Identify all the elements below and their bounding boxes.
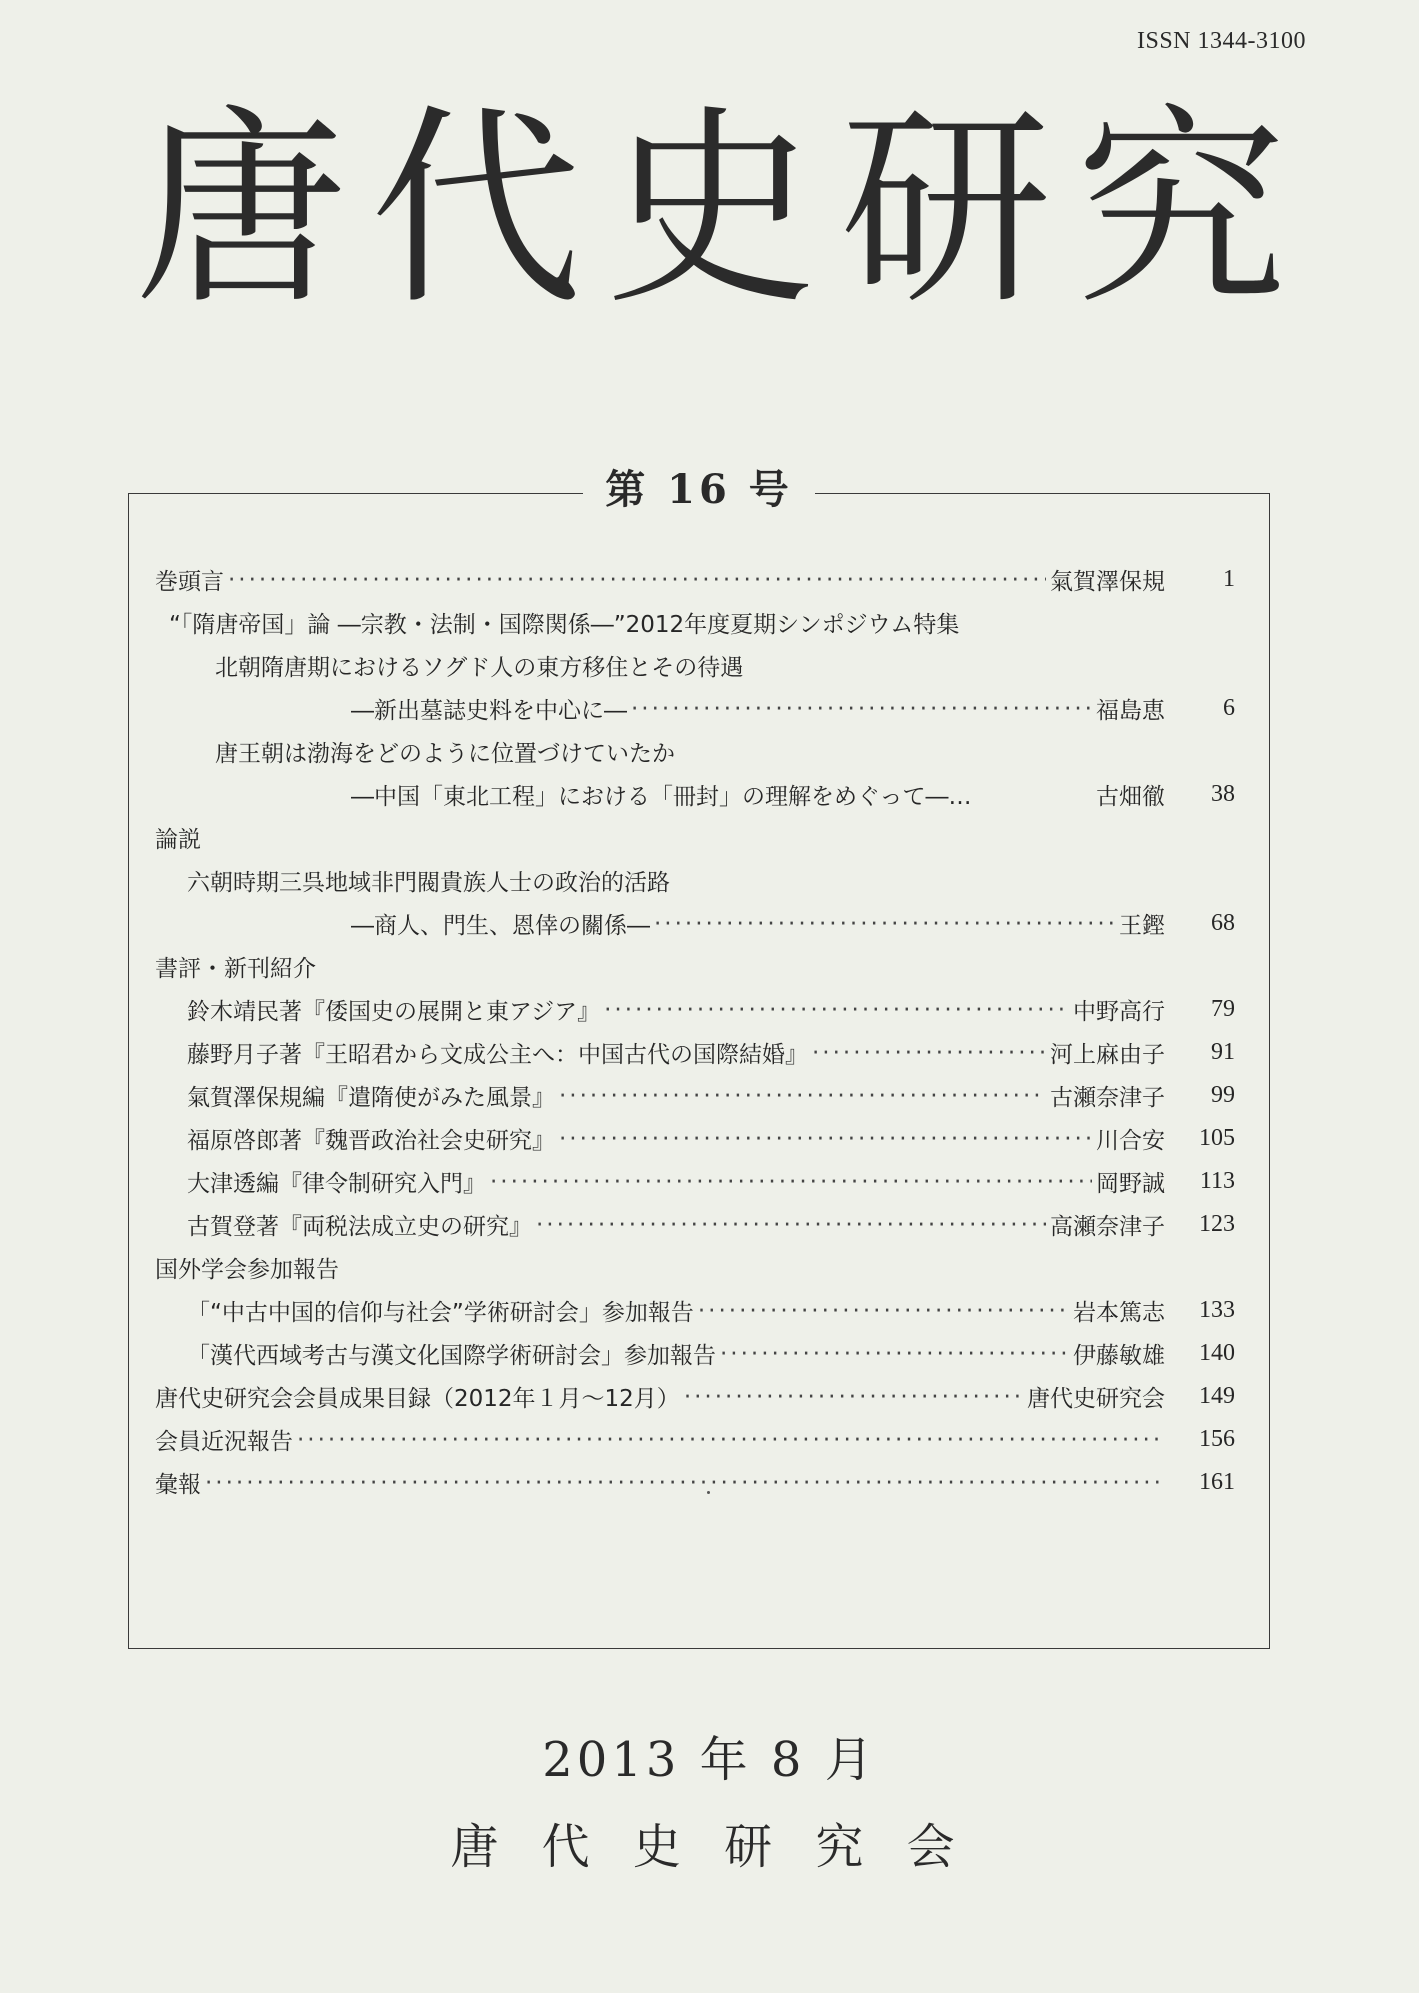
publication-date: 2013 年 8 月 [542,1732,877,1788]
toc-entry [155,730,1235,773]
toc-entry-title: 巻頭言 [155,569,224,595]
toc-entry-author: 岡野誠 [1096,1171,1165,1197]
toc-entry [155,601,1235,644]
toc-entry-page: 133 [1199,1297,1235,1323]
toc-leader-dots [559,1082,1046,1110]
toc-entry [155,988,1235,1031]
toc-entry-page: 105 [1199,1125,1235,1151]
toc-leader-dots [559,1125,1092,1153]
toc-leader-dots [631,695,1092,723]
toc-entry-title: 六朝時期三呉地域非門閥貴族人士の政治的活路 [187,870,670,896]
toc-entry-page: 68 [1211,910,1235,936]
toc-entry [155,1418,1235,1461]
toc-leader-dots [536,1211,1046,1239]
toc-entry [155,902,1235,945]
toc-entry-page: 113 [1199,1168,1235,1194]
toc-entry-title: 「漢代西域考古与漢文化国際学術研討会」参加報告 [187,1343,716,1369]
toc-entry-title: 福原啓郎著『魏晋政治社会史研究』 [187,1128,555,1154]
toc-entry [155,687,1235,730]
journal-title-char: 研 [840,86,1052,333]
toc-entry-page: 156 [1199,1426,1235,1452]
toc-entry-author: 古瀬奈津子 [1050,1085,1165,1111]
toc-entry-author: 高瀬奈津子 [1050,1214,1165,1240]
toc-entry-title: 彙報 [155,1472,201,1498]
toc-entry [155,644,1235,687]
toc-entry-author: 伊藤敏雄 [1073,1343,1165,1369]
journal-title-char: 究 [1075,86,1287,333]
issue-number: 第 16 号 [583,462,815,518]
toc-entry-title: 唐王朝は渤海をどのように位置づけていたか [215,741,675,767]
toc-entry [155,1203,1235,1246]
toc-entry-author: 王鏗 [1119,913,1165,939]
toc-entry-page: 91 [1211,1039,1235,1065]
toc-entry [155,1246,1235,1289]
toc-leader-dots [654,910,1115,938]
toc-entry-author: 福島恵 [1096,698,1165,724]
issue-label-wrap [129,462,1269,518]
toc-entry-page: 149 [1199,1383,1235,1409]
toc-entry [155,1332,1235,1375]
toc-entry [155,1031,1235,1074]
toc-entry-title: 唐代史研究会会員成果目録（2012年１月～12月） [155,1386,680,1412]
toc-entry-title: 氣賀澤保規編『遣隋使がみた風景』 [187,1085,555,1111]
toc-entry [155,816,1235,859]
journal-title-char: 代 [370,86,582,333]
toc-entry-page: 99 [1211,1082,1235,1108]
toc-entry-page: 161 [1199,1469,1235,1495]
toc-entry-author: 古畑徹 [1096,784,1165,810]
toc-leader-dots [490,1168,1092,1196]
toc-entry [155,1160,1235,1203]
toc-leader-dots [720,1340,1069,1368]
toc-entry [155,1117,1235,1160]
toc-entry-title: 北朝隋唐期におけるソグド人の東方移住とその待遇 [215,655,744,681]
toc-entry [155,1074,1235,1117]
journal-title [135,86,1287,333]
scan-speck [707,1491,710,1494]
toc-entry-author: 唐代史研究会 [1027,1386,1165,1412]
toc-entry-title: 藤野月子著『王昭君から文成公主へ：中国古代の国際結婚』 [187,1042,808,1068]
toc-leader-dots [205,1469,1161,1497]
table-of-contents-box [128,466,1270,1649]
toc-entry [155,773,1235,816]
toc-leader-dots [228,566,1046,594]
publisher-name: 唐 代 史 研 究 会 [450,1819,969,1875]
toc-entry-title: 大津透編『律令制研究入門』 [187,1171,486,1197]
toc-entry [155,1375,1235,1418]
journal-title-char: 唐 [135,86,347,333]
toc-entry-author: 中野高行 [1073,999,1165,1025]
toc-entry-title: “「隋唐帝国」論 ―宗教・法制・国際関係―”2012年度夏期シンポジウム特集 [169,612,960,638]
issn-number: ISSN 1344-3100 [1136,28,1306,54]
toc-entry-page: 1 [1223,566,1235,592]
toc-entry-author: 川合安 [1096,1128,1165,1154]
toc-entry [155,1461,1235,1504]
toc-entry-title: 鈴木靖民著『倭国史の展開と東アジア』 [187,999,601,1025]
toc-leader-dots [604,996,1069,1024]
journal-title-char: 史 [605,86,817,333]
toc-entry-title: 「“中古中国的信仰与社会”学術研討会」参加報告 [187,1300,694,1326]
toc-entry [155,859,1235,902]
toc-leader-dots [812,1039,1046,1067]
toc-entry-page: 123 [1199,1211,1235,1237]
toc-entry [155,558,1235,601]
toc-entry-title: 古賀登著『両税法成立史の研究』 [187,1214,532,1240]
toc-entry-title: 国外学会参加報告 [155,1257,339,1283]
toc-entry-author: 岩本篤志 [1073,1300,1165,1326]
toc-entry [155,945,1235,988]
table-of-contents [155,558,1235,1504]
toc-entry-title: 書評・新刊紹介 [155,956,316,982]
toc-entry-author: 河上麻由子 [1050,1042,1165,1068]
toc-entry-title: ―商人、門生、恩倖の關係― [351,913,650,939]
toc-entry-page: 79 [1211,996,1235,1022]
toc-entry-title: 会員近況報告 [155,1429,293,1455]
toc-entry-page: 6 [1223,695,1235,721]
toc-entry-title: ―新出墓誌史料を中心に― [351,698,627,724]
toc-entry [155,1289,1235,1332]
toc-leader-dots [698,1297,1069,1325]
toc-leader-dots [684,1383,1023,1411]
toc-entry-author: 氣賀澤保規 [1050,569,1165,595]
toc-leader-dots [297,1426,1161,1454]
toc-entry-title: 論説 [155,827,201,853]
toc-entry-page: 140 [1199,1340,1235,1366]
toc-entry-page: 38 [1211,781,1235,807]
toc-entry-title: ―中国「東北工程」における「冊封」の理解をめぐって―… [351,784,972,810]
